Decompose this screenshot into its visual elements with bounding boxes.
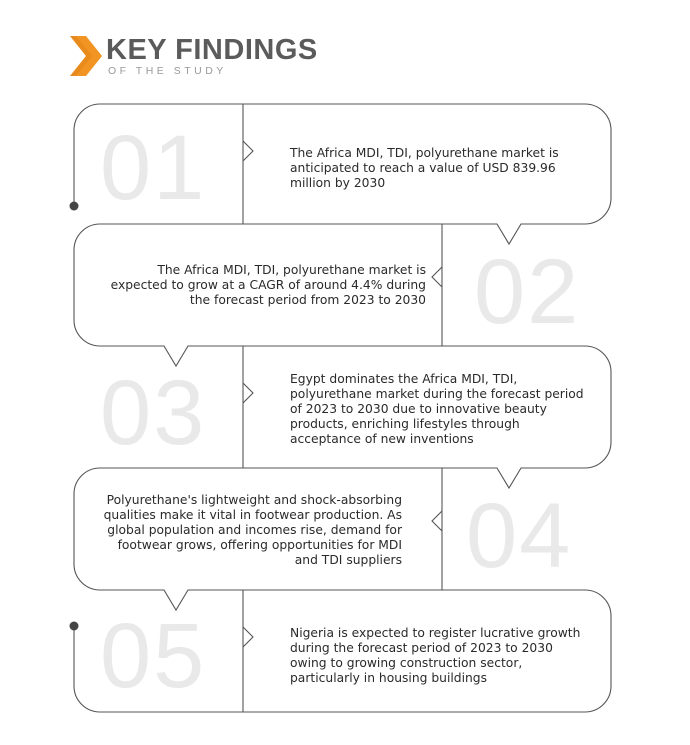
finding-number: 05 bbox=[100, 605, 207, 707]
finding-text: Nigeria is expected to register lucrative growth during the forecast period of 2023 to 2030 owing to growing construction sector, particularly in housing buildings bbox=[290, 626, 581, 685]
finding-number: 03 bbox=[100, 362, 207, 464]
start-dot-icon bbox=[70, 202, 79, 211]
finding-text: Polyurethane's lightweight and shock-absorbing qualities make it vital in footwear production. As global population and incomes rise, demand for footwear grows, offering opportunities for MDI and TDI suppliers bbox=[103, 493, 402, 567]
card-02-notch bbox=[432, 267, 442, 287]
card-03-notch bbox=[243, 383, 253, 403]
end-dot-icon bbox=[70, 622, 79, 631]
finding-number: 02 bbox=[474, 241, 581, 343]
card-05-notch bbox=[243, 627, 253, 647]
page-title: KEY FINDINGS bbox=[106, 34, 318, 66]
finding-number: 01 bbox=[100, 117, 207, 219]
finding-text: Egypt dominates the Africa MDI, TDI, polyurethane market during the forecast period of 2023 to 2030 due to innovative beauty products, enriching lifestyles through acceptance of new inventions bbox=[290, 372, 584, 446]
page-subtitle: OF THE STUDY bbox=[108, 65, 227, 77]
card-01-notch bbox=[243, 141, 253, 161]
finding-text: The Africa MDI, TDI, polyurethane market is anticipated to reach a value of USD 839.96 million by 2030 bbox=[290, 146, 559, 190]
finding-text: The Africa MDI, TDI, polyurethane market is expected to grow at a CAGR of around 4.4% during the forecast period from 2023 to 2030 bbox=[110, 263, 426, 307]
card-04-notch bbox=[432, 511, 442, 531]
finding-number: 04 bbox=[466, 485, 573, 587]
